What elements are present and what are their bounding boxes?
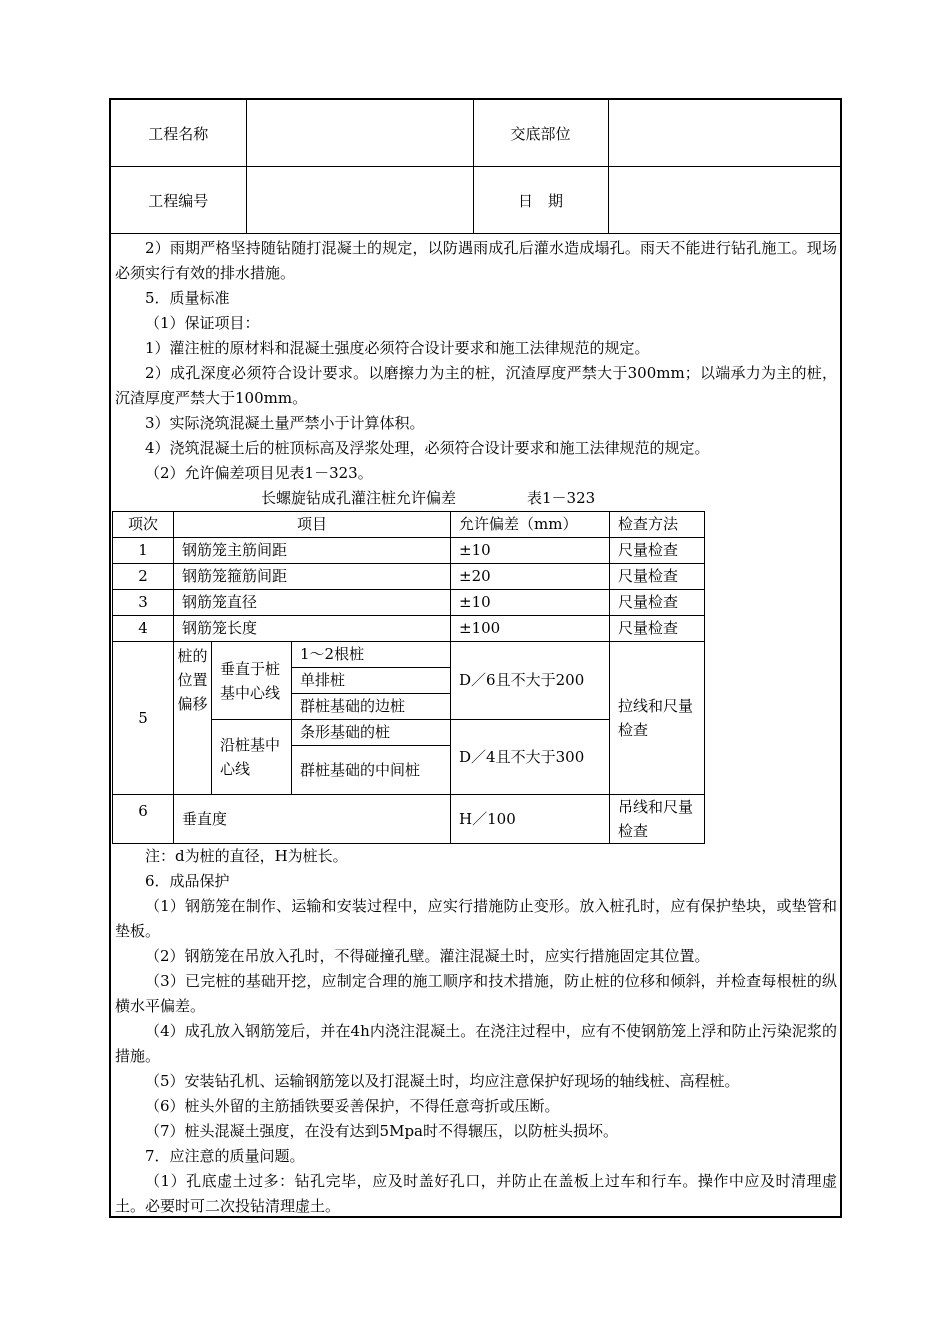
cell-item: 钢筋笼长度 xyxy=(174,616,451,642)
cell-group-label: 桩的位置偏移 xyxy=(174,642,212,795)
cell-subgroup-label: 沿桩基中心线 xyxy=(212,720,292,795)
cell-no: 4 xyxy=(113,616,174,642)
cell-method: 尺量检查 xyxy=(610,538,705,564)
project-name-value[interactable] xyxy=(246,100,473,167)
paragraph: （7）桩头混凝土强度，在没有达到5Mpa时不得辗压，以防桩头损坏。 xyxy=(145,1122,618,1140)
table-caption-number: 表1－323 xyxy=(527,489,596,507)
section-heading: 5．质量标准 xyxy=(145,289,230,307)
project-no-value[interactable] xyxy=(246,167,473,234)
table-row xyxy=(113,616,705,642)
paragraph: 4）浇筑混凝土后的桩顶标高及浮浆处理，必须符合设计要求和施工法律规范的规定。 xyxy=(145,439,710,457)
paragraph: 2）雨期严格坚持随钻随打混凝土的规定，以防遇雨成孔后灌水造成塌孔。雨天不能进行钻孔施工。现场必须实行有效的排水措施。 xyxy=(115,239,837,282)
col-header-item: 项目 xyxy=(174,512,451,538)
cell-method: 吊线和尺量检查 xyxy=(610,795,705,844)
subsection-heading: （1）保证项目： xyxy=(145,314,260,332)
cell-item: 条形基础的桩 xyxy=(292,720,451,746)
cell-tolerance: ±10 xyxy=(451,590,610,616)
handover-part-value[interactable] xyxy=(608,100,840,167)
project-name-label: 工程名称 xyxy=(111,100,246,167)
cell-method: 尺量检查 xyxy=(610,564,705,590)
cell-method: 拉线和尺量检查 xyxy=(610,642,705,795)
table-caption xyxy=(115,486,837,511)
paragraph: （2）钢筋笼在吊放入孔时，不得碰撞孔壁。灌注混凝土时，应实行措施固定其位置。 xyxy=(145,947,710,965)
cell-method: 尺量检查 xyxy=(610,616,705,642)
cell-subgroup-label: 垂直于桩基中心线 xyxy=(212,642,292,720)
cell-no: 2 xyxy=(113,564,174,590)
document-frame xyxy=(109,98,842,1218)
table-header-row xyxy=(113,512,705,538)
date-label: 日 期 xyxy=(473,167,608,234)
paragraph: （1）钢筋笼在制作、运输和安装过程中，应实行措施防止变形。放入桩孔时，应有保护垫块，或垫管和垫板。 xyxy=(115,897,837,940)
cell-tolerance: D／6且不大于200 xyxy=(451,642,610,720)
cell-no: 5 xyxy=(113,642,174,795)
cell-tolerance: ±20 xyxy=(451,564,610,590)
cell-tolerance: D／4且不大于300 xyxy=(451,720,610,795)
cell-item: 群桩基础的中间桩 xyxy=(292,746,451,795)
cell-no: 6 xyxy=(113,795,174,844)
paragraph: （6）桩头外留的主筋插铁要妥善保护，不得任意弯折或压断。 xyxy=(145,1097,560,1115)
project-no-label: 工程编号 xyxy=(111,167,246,234)
cell-no: 1 xyxy=(113,538,174,564)
paragraph: 2）成孔深度必须符合设计要求。以磨擦力为主的桩，沉渣厚度严禁大于300mm；以端承力为主的桩，沉渣厚度严禁大于100mm。 xyxy=(115,364,837,407)
header-row-1 xyxy=(111,100,840,167)
handover-part-label: 交底部位 xyxy=(473,100,608,167)
section-heading: 6．成品保护 xyxy=(145,872,230,890)
table-note: 注：d为桩的直径，H为桩长。 xyxy=(145,847,348,865)
table-row xyxy=(113,564,705,590)
cell-item: 群桩基础的边桩 xyxy=(292,694,451,720)
cell-item: 钢筋笼直径 xyxy=(174,590,451,616)
paragraph: （1）孔底虚土过多：钻孔完毕，应及时盖好孔口，并防止在盖板上过车和行车。操作中应及时清理虚土。必要时可二次投钻清理虚土。 xyxy=(115,1172,837,1215)
cell-item: 钢筋笼箍筋间距 xyxy=(174,564,451,590)
col-header-no: 项次 xyxy=(113,512,174,538)
cell-item: 垂直度 xyxy=(174,795,451,844)
table-row xyxy=(113,642,705,668)
cell-method: 尺量检查 xyxy=(610,590,705,616)
cell-item: 1～2根桩 xyxy=(292,642,451,668)
paragraph: 1）灌注桩的原材料和混凝土强度必须符合设计要求和施工法律规范的规定。 xyxy=(145,339,650,357)
tolerance-table xyxy=(112,511,705,844)
header-row-2 xyxy=(111,167,840,234)
cell-item: 钢筋笼主筋间距 xyxy=(174,538,451,564)
header-table xyxy=(111,100,840,234)
table-caption-title: 长螺旋钻成孔灌注桩允许偏差 xyxy=(261,489,457,507)
col-header-tolerance: 允许偏差（mm） xyxy=(451,512,610,538)
col-header-method: 检查方法 xyxy=(610,512,705,538)
paragraph: （3）已完桩的基础开挖，应制定合理的施工顺序和技术措施，防止桩的位移和倾斜，并检查每根桩的纵横水平偏差。 xyxy=(115,972,837,1015)
section-heading: 7．应注意的质量问题。 xyxy=(145,1147,305,1165)
table-row xyxy=(113,538,705,564)
paragraph: （2）允许偏差项目见表1－323。 xyxy=(145,464,373,482)
content-body xyxy=(115,236,837,1219)
cell-tolerance: H／100 xyxy=(451,795,610,844)
cell-no: 3 xyxy=(113,590,174,616)
cell-item: 单排桩 xyxy=(292,668,451,694)
table-row xyxy=(113,590,705,616)
table-row xyxy=(113,795,705,844)
paragraph: （5）安装钻孔机、运输钢筋笼以及打混凝土时，均应注意保护好现场的轴线桩、高程桩。 xyxy=(145,1072,740,1090)
paragraph: （4）成孔放入钢筋笼后，并在4h内浇注混凝土。在浇注过程中，应有不使钢筋笼上浮和防止污染泥浆的措施。 xyxy=(115,1022,837,1065)
cell-tolerance: ±100 xyxy=(451,616,610,642)
date-value[interactable] xyxy=(608,167,840,234)
paragraph: 3）实际浇筑混凝土量严禁小于计算体积。 xyxy=(145,414,425,432)
cell-tolerance: ±10 xyxy=(451,538,610,564)
